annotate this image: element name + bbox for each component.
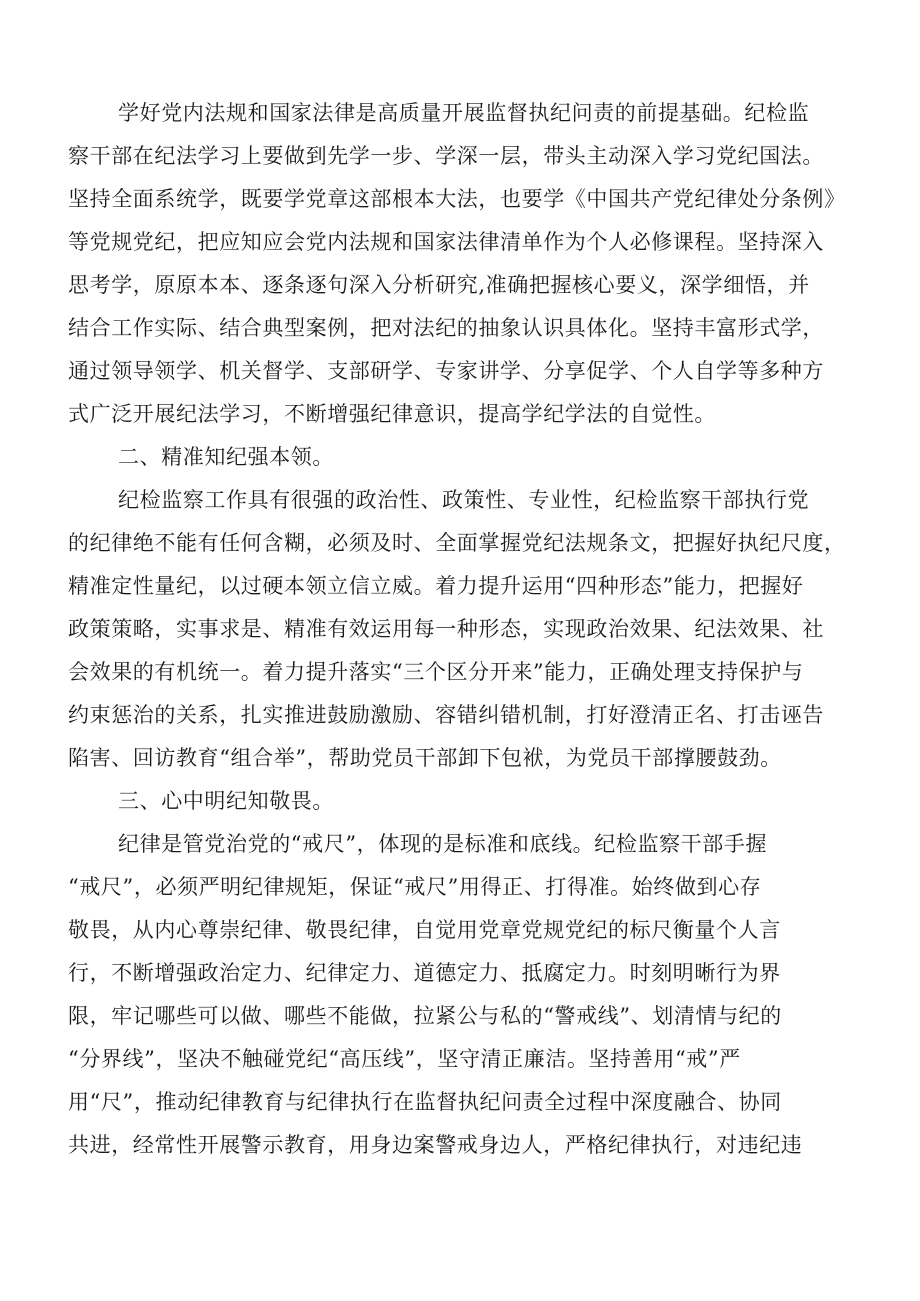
text-line: “戒尺”，必须严明纪律规矩，保证“戒尺”用得正、打得准。始终做到心存 xyxy=(68,875,762,899)
text-line: 行，不断增强政治定力、纪律定力、道德定力、抵腐定力。时刻明晰行为界 xyxy=(68,961,781,985)
text-line: 共进，经常性开展警示教育，用身边案警戒身边人，严格纪律执行，对违纪违 xyxy=(68,1133,803,1157)
section-heading: 二、精准知纪强本领。 xyxy=(118,445,334,469)
text-line: “分界线”，坚决不触碰党纪“高压线”，坚守清正廉洁。坚持善用“戒”严 xyxy=(68,1047,741,1071)
text-line: 会效果的有机统一。着力提升落实“三个区分开来”能力，正确处理支持保护与 xyxy=(68,660,804,684)
text-line: 限，牢记哪些可以做、哪些不能做，拉紧公与私的“警戒线”、划清情与纪的 xyxy=(68,1004,782,1028)
text-line: 政策策略，实事求是、精准有效运用每一种形态，实现政治效果、纪法效果、社 xyxy=(68,617,824,641)
text-line: 敬畏，从内心尊崇纪律、敬畏纪律，自觉用党章党规党纪的标尺衡量个人言 xyxy=(68,918,781,942)
text-line: 约束惩治的关系，扎实推进鼓励激励、容错纠错机制，打好澄清正名、打击诬告 xyxy=(68,703,824,727)
text-line: 式广泛开展纪法学习，不断增强纪律意识，提高学纪学法的自觉性。 xyxy=(68,402,716,426)
text-line: 坚持全面系统学，既要学党章这部根本大法，也要学《中国共产党纪律处分条例》 xyxy=(68,187,846,211)
text-line: 陷害、回访教育“组合举”，帮助党员干部卸下包袱，为党员干部撑腰鼓劲。 xyxy=(68,746,782,770)
text-line: 结合工作实际、结合典型案例，把对法纪的抽象认识具体化。坚持丰富形式学， xyxy=(68,316,824,340)
text-line: 用“尺”，推动纪律教育与纪律执行在监督执纪问责全过程中深度融合、协同 xyxy=(68,1090,782,1114)
text-line: 纪检监察工作具有很强的政治性、政策性、专业性，纪检监察干部执行党 xyxy=(118,488,810,512)
text-line: 精准定性量纪，以过硬本领立信立威。着力提升运用“四种形态”能力，把握好 xyxy=(68,574,804,598)
text-line: 的纪律绝不能有任何含糊，必须及时、全面掌握党纪法规条文，把握好执纪尺度， xyxy=(68,531,846,555)
text-line: 学好党内法规和国家法律是高质量开展监督执纪问责的前提基础。纪检监 xyxy=(118,101,810,125)
text-line: 通过领导领学、机关督学、支部研学、专家讲学、分享促学、个人自学等多种方 xyxy=(68,359,824,383)
text-line: 纪律是管党治党的“戒尺”，体现的是标准和底线。纪检监察干部手握 xyxy=(118,832,768,856)
text-line: 思考学，原原本本、逐条逐句深入分析研究,准确把握核心要义，深学细悟，并 xyxy=(68,273,810,297)
section-heading: 三、心中明纪知敬畏。 xyxy=(118,789,334,813)
text-line: 等党规党纪，把应知应会党内法规和国家法律清单作为个人必修课程。坚持深入 xyxy=(68,230,824,254)
text-line: 察干部在纪法学习上要做到先学一步、学深一层，带头主动深入学习党纪国法。 xyxy=(68,144,824,168)
